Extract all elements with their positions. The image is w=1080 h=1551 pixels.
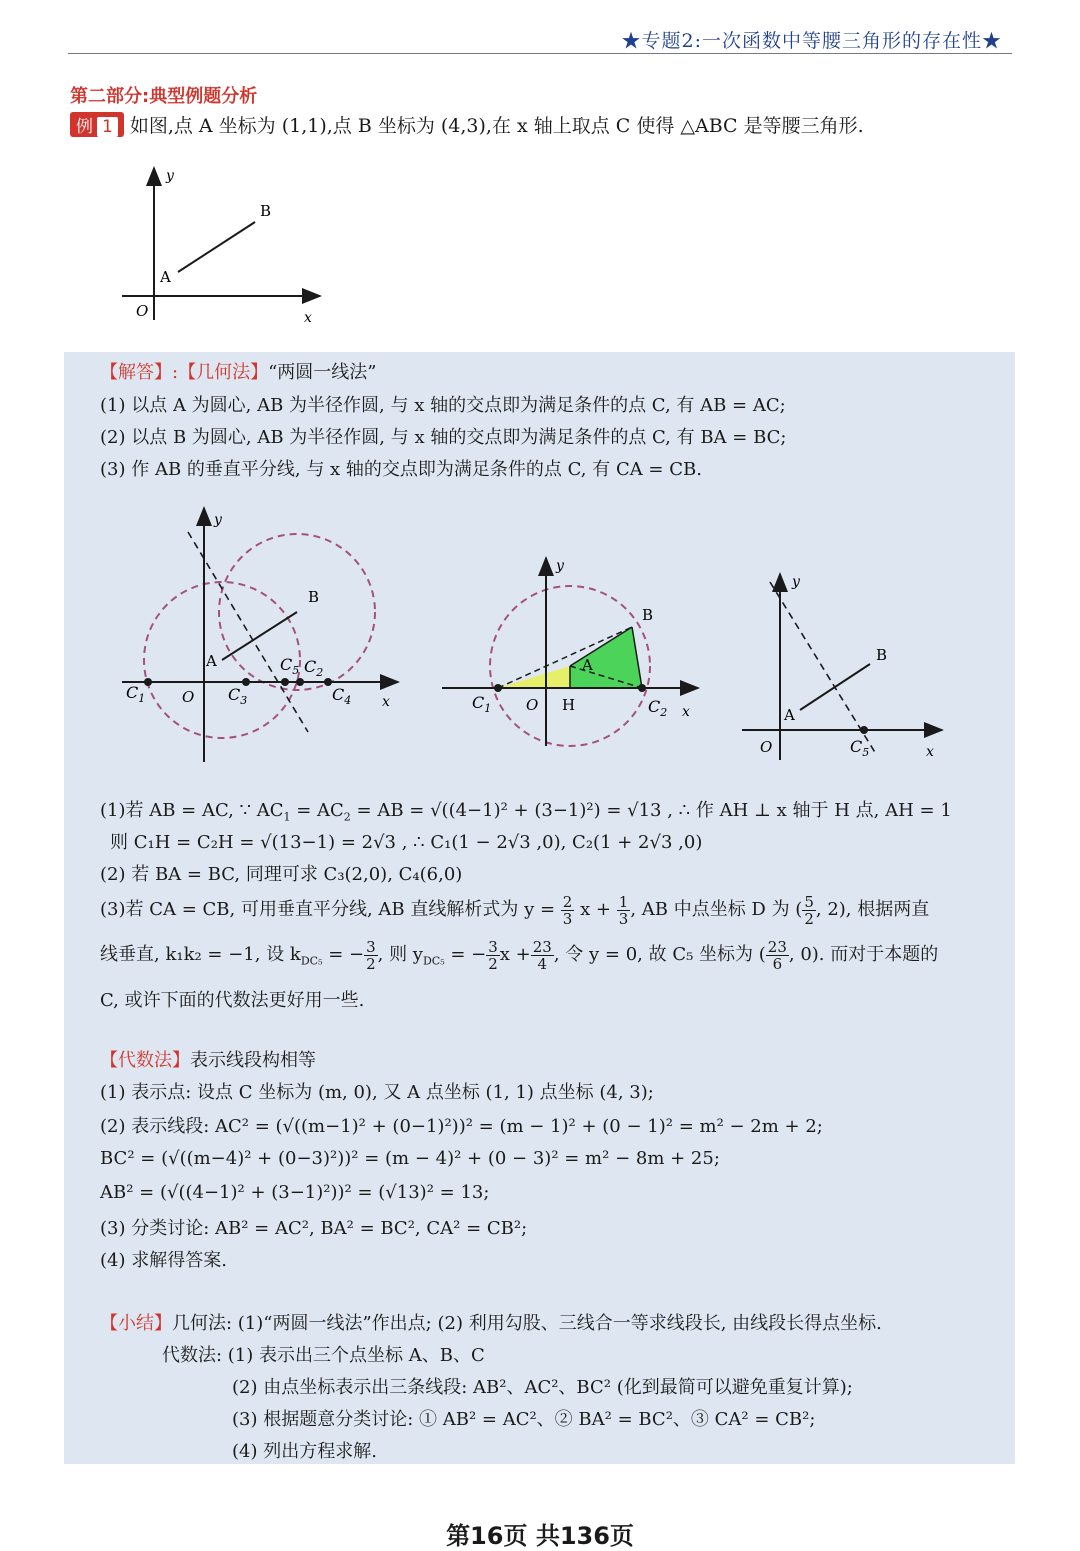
label-o: O (526, 696, 539, 714)
geometry-detail-line: (3)若 CA = CB, 可用垂直平分线, AB 直线解析式为 y = $\frac{2}{3}$ x + $\frac{1}{3}$ , AB 中点坐标 D 为 ( $\frac{5}{2}$ , 2), 根据两直 (100, 892, 930, 928)
summary-line: (3) 根据题意分类讨论: ① AB² = AC²、② BA² = BC²、③ CA² = CB²; (232, 1409, 816, 1430)
example-text: 如图,点 A 坐标为 (1,1),点 B 坐标为 (4,3),在 x 轴上取点 C 使得 △ABC 是等腰三角形. (129, 115, 864, 137)
solution-step: (2) 以点 B 为圆心, AB 为半径作圆, 与 x 轴的交点即为满足条件的点 C, 有 BA = BC; (100, 427, 787, 448)
label-y: y (792, 574, 800, 590)
segment-ab (800, 664, 870, 710)
label-b: B (642, 606, 654, 624)
figure-pythagoras (436, 550, 706, 750)
label-a: A (582, 656, 593, 674)
label-x: x (304, 310, 312, 326)
yellow-triangle (498, 666, 570, 688)
label-b: B (308, 588, 320, 606)
label-b: B (260, 202, 272, 220)
example-badge: 例 1 (70, 112, 124, 137)
label-a: A (206, 652, 217, 670)
label-y: y (556, 558, 564, 574)
label-c1: $C_1$ (472, 693, 492, 715)
algebra-line: (2) 表示线段: AC² = (√((m−1)² + (0−1)²))² = (m − 1)² + (0 − 1)² = m² − 2m + 2; (100, 1116, 823, 1137)
geometry-detail-line: C, 或许下面的代数法更好用一些. (100, 990, 365, 1011)
label-a: A (160, 268, 171, 286)
solution-step: (3) 作 AB 的垂直平分线, 与 x 轴的交点即为满足条件的点 C, 有 CA = CB. (100, 459, 702, 480)
algebra-tag: 【代数法】 (100, 1050, 190, 1071)
algebra-line: (3) 分类讨论: AB² = AC², BA² = BC², CA² = CB²; (100, 1218, 528, 1239)
label-y: y (166, 168, 174, 184)
perpendicular-bisector (188, 532, 308, 732)
summary-line: 代数法: (1) 表示出三个点坐标 A、B、C (162, 1345, 485, 1366)
label-c2: $C_2$ (304, 657, 324, 679)
geometry-tag: 【几何法】 (178, 362, 269, 383)
solution-step: (1) 以点 A 为圆心, AB 为半径作圆, 与 x 轴的交点即为满足条件的点 C, 有 AB = AC; (100, 395, 786, 416)
point-c5 (281, 678, 289, 686)
label-c3: $C_3$ (228, 685, 248, 707)
algebra-line: (4) 求解得答案. (100, 1250, 227, 1271)
point-c4 (324, 678, 332, 686)
section-title: 第二部分:典型例题分析 (70, 86, 258, 107)
summary-line: (4) 列出方程求解. (232, 1441, 377, 1462)
point-c1 (494, 684, 502, 692)
geometry-detail-line: (2) 若 BA = BC, 同理可求 C₃(2,0), C₄(6,0) (100, 864, 463, 885)
geometry-detail-line: 线垂直, k₁k₂ = −1, 设 $k_{DC_5}$ = − $\frac{3}{2}$ , 则 $y_{DC_5}$ = − $\frac{3}{2}$ x + $\frac{23}{4}$ , 令 y = 0, 故 C₅ 坐标为 ( $\frac{23}{6}$ , 0). 而对于本题的 (100, 937, 939, 973)
label-y: y (214, 512, 222, 528)
point-c3 (242, 678, 250, 686)
label-o: O (136, 302, 149, 320)
label-c2: $C_2$ (648, 697, 668, 719)
label-c1: $C_1$ (126, 683, 146, 705)
label-h: H (562, 696, 576, 714)
geometry-detail-line: (1)若 AB = AC, ∵ $AC_1 = AC_2$ = AB = √((4−1)² + (3−1)²) = √13 , ∴ 作 AH ⊥ x 轴于 H 点, AH = 1 (100, 800, 952, 824)
label-c5: $C_5$ (850, 737, 870, 759)
example-statement (70, 111, 864, 138)
solution-heading (100, 358, 376, 384)
point-c2 (638, 684, 646, 692)
algebra-line: BC² = (√((m−4)² + (0−3)²))² = (m − 4)² + (0 − 3)² = m² − 8m + 25; (100, 1148, 720, 1169)
label-o: O (182, 688, 195, 706)
point-c2 (296, 678, 304, 686)
figure-bisector (740, 568, 950, 764)
label-c4: $C_4$ (332, 685, 352, 707)
label-x: x (926, 744, 934, 760)
figure-problem (112, 160, 332, 330)
page-number: 第16页 共136页 (446, 1522, 634, 1550)
figure-two-circles (112, 500, 412, 768)
algebra-heading: 【代数法】表示线段构相等 (100, 1050, 316, 1071)
green-triangle (570, 627, 642, 688)
algebra-line: AB² = (√((4−1)² + (3−1)²))² = (√13)² = 13; (100, 1182, 490, 1203)
algebra-line: (1) 表示点: 设点 C 坐标为 (m, 0), 又 A 点坐标 (1, 1) 点坐标 (4, 3); (100, 1082, 654, 1103)
geometry-detail-line: 则 C₁H = C₂H = √(13−1) = 2√3 , ∴ C₁(1 − 2√3 ,0), C₂(1 + 2√3 ,0) (110, 832, 703, 853)
point-c5 (860, 726, 868, 734)
perpendicular-bisector (770, 582, 876, 754)
label-c5: $C_5$ (280, 655, 300, 677)
label-a: A (784, 706, 795, 724)
point-c1 (144, 678, 152, 686)
label-o: O (760, 738, 773, 756)
segment-ab (222, 612, 297, 660)
summary-tag: 【小结】 (100, 1313, 172, 1334)
solution-tag: 【解答】: (100, 362, 179, 383)
header-title: ★专题2:一次函数中等腰三角形的存在性★ (621, 30, 1002, 52)
method-name: “两圆一线法” (268, 362, 377, 383)
summary-line: (2) 由点坐标表示出三条线段: AB²、AC²、BC² (化到最简可以避免重复计算); (232, 1377, 853, 1398)
label-b: B (876, 646, 888, 664)
label-x: x (382, 694, 390, 710)
label-x: x (682, 704, 690, 720)
header-rule (68, 53, 1012, 54)
segment-ab (178, 222, 255, 272)
summary-line: 【小结】几何法: (1)“两圆一线法”作出点; (2) 利用勾股、三线合一等求线段长, 由线段长得点坐标. (100, 1313, 882, 1334)
